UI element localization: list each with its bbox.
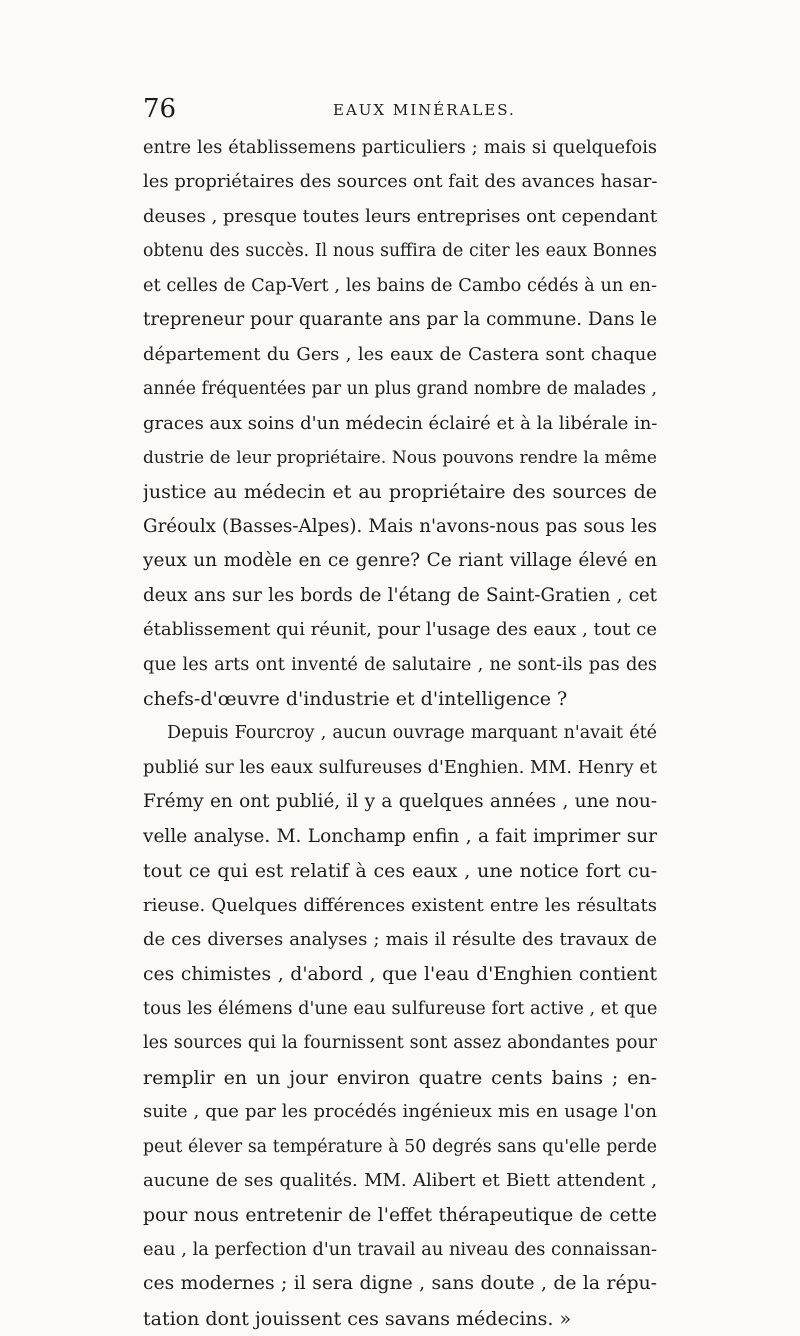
text-line: entre les établissemens particuliers ; mais si quelquefois — [143, 138, 657, 158]
text-line: Gréoulx (Basses-Alpes). Mais n'avons-nous pas sous les — [143, 515, 657, 537]
page-number: 76 — [143, 94, 177, 124]
text-line: deux ans sur les bords de l'étang de Saint-Gratien , cet — [143, 584, 657, 606]
paragraph-end-line: tation dont jouissent ces savans médecins. » — [143, 1307, 572, 1330]
text-line: ces chimistes , d'abord , que l'eau d'Enghien contient — [143, 963, 657, 985]
text-line: suite , que par les procédés ingénieux mis en usage l'on — [143, 1101, 657, 1123]
text-line: et celles de Cap-Vert , les bains de Cambo cédés à un en- — [143, 275, 657, 296]
text-line: pour nous entretenir de l'effet thérapeutique de cette — [143, 1204, 657, 1226]
text-line: rieuse. Quelques différences existent entre les résultats — [143, 894, 657, 916]
text-line: tout ce qui est relatif à ces eaux , une notice fort cu- — [143, 860, 657, 883]
text-line: que les arts ont inventé de salutaire , ne sont-ils pas des — [143, 654, 657, 675]
paragraph-end-line: chefs-d'œuvre d'industrie et d'intelligence ? — [143, 688, 568, 710]
text-line: les sources qui la fournissent sont assez abondantes pour — [143, 1033, 657, 1054]
text-line: dustrie de leur propriétaire. Nous pouvons rendre la même — [143, 447, 657, 468]
text-line: publié sur les eaux sulfureuses d'Enghien. MM. Henry et — [143, 757, 657, 778]
text-line: année fréquentées par un plus grand nombre de malades , — [143, 379, 657, 400]
text-line: yeux un modèle en ce genre? Ce riant village élevé en — [143, 550, 657, 572]
text-line: établissement qui réunit, pour l'usage des eaux , tout ce — [143, 619, 657, 641]
body-text — [143, 131, 657, 1336]
text-line: remplir en un jour environ quatre cents bains ; en- — [143, 1066, 657, 1089]
text-line: de ces diverses analyses ; mais il résulte des travaux de — [143, 929, 657, 951]
text-line: justice au médecin et au propriétaire des sources de — [143, 481, 657, 504]
text-line: eau , la perfection d'un travail au niveau des connaissan- — [143, 1240, 657, 1260]
text-line: obtenu des succès. Il nous suffira de citer les eaux Bonnes — [143, 241, 657, 262]
text-line: Frémy en ont publié, il y a quelques années , une nou- — [143, 791, 657, 813]
text-line: graces aux soins d'un médecin éclairé et à la libérale in- — [143, 412, 657, 434]
text-line: trepreneur pour quarante ans par la commune. Dans le — [143, 309, 657, 331]
text-line: département du Gers , les eaux de Castera sont chaque — [143, 343, 657, 365]
text-line: ces modernes ; il sera digne , sans doute , de la répu- — [143, 1273, 657, 1295]
text-line: les propriétaires des sources ont fait des avances hasar- — [143, 171, 657, 193]
running-title: EAUX MINÉRALES. — [333, 101, 516, 119]
text-line: tous les élémens d'une eau sulfureuse fort active , et que — [143, 998, 657, 1019]
text-line: deuses , presque toutes leurs entreprises ont cependant — [143, 205, 657, 227]
running-head — [143, 92, 657, 132]
text-line: peut élever sa température à 50 degrés sans qu'elle perde — [143, 1136, 657, 1157]
text-line: velle analyse. M. Lonchamp enfin , a fait imprimer sur — [143, 825, 657, 847]
text-line: aucune de ses qualités. MM. Alibert et Biett attendent , — [143, 1170, 657, 1192]
paragraph-start-line: Depuis Fourcroy , aucun ouvrage marquant n'avait été — [167, 723, 657, 744]
